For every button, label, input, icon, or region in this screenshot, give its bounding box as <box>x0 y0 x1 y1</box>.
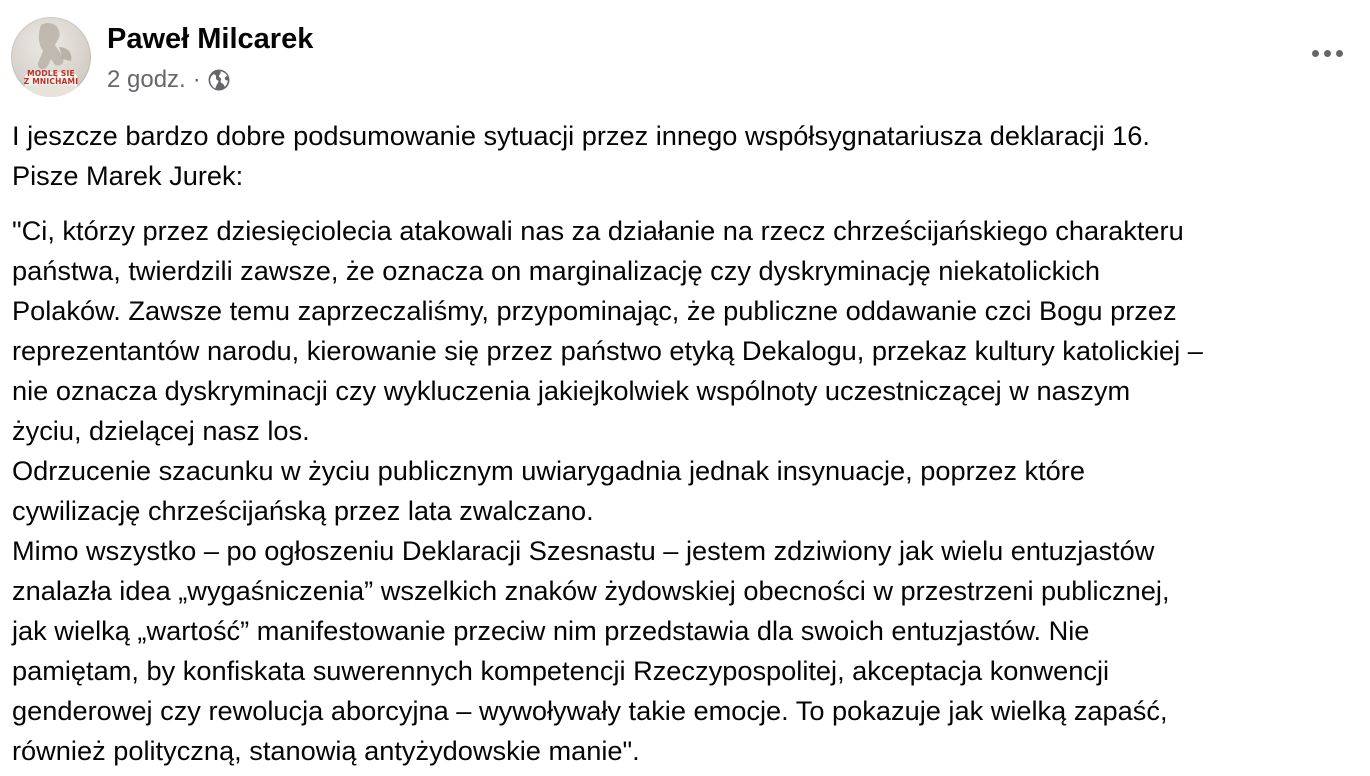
post-paragraph <box>12 211 1362 771</box>
post-line: nie oznacza dyskryminacji czy wykluczenia jakiejkolwiek wspólnoty uczestniczącej w naszym <box>12 375 1131 406</box>
post-meta <box>107 64 231 96</box>
avatar-caption-line-1: MODLĘ SIĘ <box>27 69 75 78</box>
post-line: Odrzucenie szacunku w życiu publicznym uwiarygadnia jednak insynuacje, poprzez które <box>12 455 1085 486</box>
post-line: "Ci, którzy przez dziesięciolecia atakowali nas za działanie na rzecz chrześcijańskiego charakteru <box>12 215 1184 246</box>
post-line: znalazła idea „wygaśniczenia” wszelkich znaków żydowskiej obecności w przestrzeni publicznej, <box>12 575 1170 606</box>
post-line: Mimo wszystko – po ogłoszeniu Deklaracji Szesnastu – jestem zdziwiony jak wielu entuzjastów <box>12 535 1155 566</box>
author-name[interactable]: Paweł Milcarek <box>107 23 314 55</box>
post-line: reprezentantów narodu, kierowanie się przez państwo etyką Dekalogu, przekaz kultury katolickiej – <box>12 335 1203 366</box>
post-line: życiu, dzielącej nasz los. <box>12 415 310 446</box>
author-avatar[interactable] <box>11 17 91 97</box>
more-options-icon-dot <box>1336 50 1343 57</box>
avatar-caption-line-2: Z MNICHAMI <box>23 77 79 86</box>
post-line: genderowej czy rewolucja aborcyjna – wywoływały takie emocje. To pokazuje jak wielką zapaść, <box>12 695 1168 726</box>
more-options-icon <box>1312 50 1319 57</box>
post-line: I jeszcze bardzo dobre podsumowanie sytuacji przez innego współsygnatariusza deklaracji 16. <box>12 120 1150 151</box>
post-line: Polaków. Zawsze temu zaprzeczaliśmy, przypominając, że publiczne oddawanie czci Bogu przez <box>12 295 1177 326</box>
post-line: pamiętam, by konfiskata suwerennych kompetencji Rzeczypospolitej, akceptacja konwencji <box>12 655 1110 686</box>
post-body <box>12 116 1362 771</box>
avatar-caption <box>11 70 91 86</box>
post-paragraph <box>12 116 1362 196</box>
post-line: jak wielką „wartość” manifestowanie przeciw nim przedstawia dla swoich entuzjastów. Nie <box>12 615 1090 646</box>
post-timestamp[interactable]: 2 godz. <box>107 66 186 93</box>
meta-separator: · <box>192 66 201 93</box>
globe-icon[interactable] <box>207 68 231 92</box>
post-line: również polityczną, stanowią antyżydowskie manie". <box>12 735 640 766</box>
more-options-icon-dot <box>1324 50 1331 57</box>
post-line: państwa, twierdzili zawsze, że oznacza on marginalizację czy dyskryminację niekatolickich <box>12 255 1100 286</box>
post-line: cywilizację chrześcijańską przez lata zwalczano. <box>12 495 594 526</box>
more-options-button[interactable] <box>1300 30 1354 76</box>
post-line: Pisze Marek Jurek: <box>12 160 244 191</box>
